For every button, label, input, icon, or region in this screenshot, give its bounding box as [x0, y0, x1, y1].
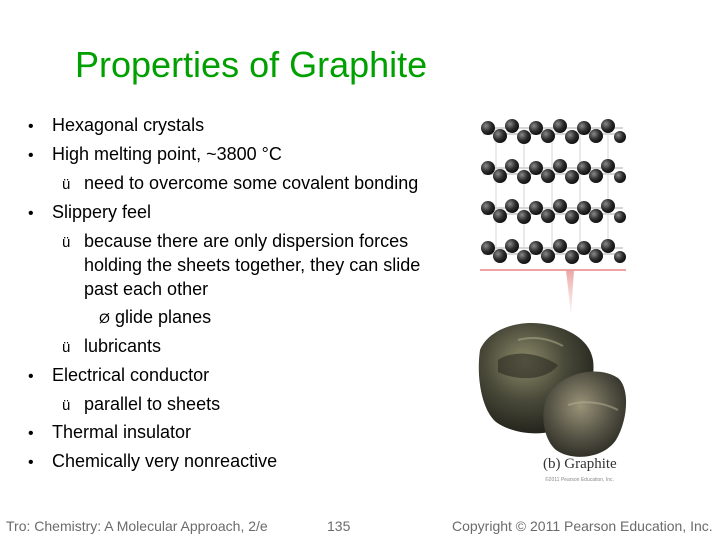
list-item-text: because there are only dispersion forces [84, 231, 409, 251]
figure-credit: ©2011 Pearson Education, Inc. [545, 477, 614, 483]
page-number: 135 [327, 518, 351, 534]
list-item-text: need to overcome some covalent bonding [84, 173, 419, 193]
figure-caption: (b) Graphite [543, 456, 617, 472]
list-item [28, 201, 151, 225]
graphite-figure [478, 110, 628, 490]
bullet-marker: • [28, 454, 34, 471]
list-item [28, 421, 191, 445]
list-item [28, 450, 277, 474]
arrow-icon: Ø [99, 310, 110, 326]
list-item [62, 335, 161, 359]
bullet-marker: • [28, 147, 34, 164]
list-item-text: Chemically very nonreactive [52, 451, 278, 471]
footer-copyright: Copyright © 2011 Pearson Education, Inc. [452, 518, 713, 534]
list-item [28, 364, 209, 388]
list-item [28, 143, 282, 167]
bullet-marker: • [28, 368, 34, 385]
list-item [62, 393, 220, 417]
list-item-text: Thermal insulator [52, 422, 192, 442]
footer-left: Tro: Chemistry: A Molecular Approach, 2/e [6, 518, 268, 534]
list-item [62, 230, 408, 254]
list-item [28, 114, 204, 138]
list-item-text: High melting point, ~3800 °C [52, 144, 282, 164]
zoom-beam [566, 270, 574, 315]
list-item-text: Hexagonal crystals [52, 115, 205, 135]
bullet-marker: • [28, 205, 34, 222]
list-item [99, 306, 211, 329]
check-icon: ü [62, 234, 71, 251]
slide-title: Properties of Graphite [75, 44, 428, 85]
list-item-text: glide planes [115, 307, 212, 327]
graphite-sample-photo [479, 323, 626, 457]
list-item-continuation: holding the sheets together, they can slide [84, 255, 421, 275]
list-item-text: Electrical conductor [52, 365, 210, 385]
check-icon: ü [62, 176, 71, 193]
list-item-continuation: past each other [84, 279, 209, 299]
bullet-marker: • [28, 425, 34, 442]
carbon-atoms [481, 119, 626, 264]
list-item-text: Slippery feel [52, 202, 152, 222]
list-item-text: lubricants [84, 336, 162, 356]
check-icon: ü [62, 339, 71, 356]
bullet-marker: • [28, 118, 34, 135]
list-item-text: parallel to sheets [84, 394, 221, 414]
layer-structure [483, 128, 623, 254]
check-icon: ü [62, 397, 71, 414]
list-item [62, 172, 418, 196]
